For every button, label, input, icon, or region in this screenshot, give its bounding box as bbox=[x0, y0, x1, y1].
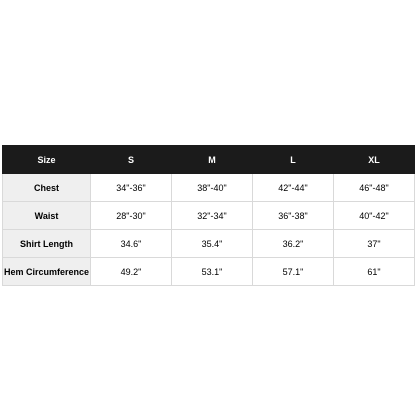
row-label-shirt-length: Shirt Length bbox=[3, 230, 91, 258]
header-size-m: M bbox=[172, 146, 253, 174]
chest-xl-cell: 46"-48" bbox=[334, 174, 415, 202]
header-size-l: L bbox=[253, 146, 334, 174]
shirt-length-s-cell: 34.6" bbox=[91, 230, 172, 258]
shirt-length-xl-cell: 37" bbox=[334, 230, 415, 258]
chest-m-cell: 38"-40" bbox=[172, 174, 253, 202]
shirt-length-m-cell: 35.4" bbox=[172, 230, 253, 258]
table-row-hem-circumference bbox=[3, 258, 415, 286]
size-chart-table bbox=[2, 145, 415, 286]
header-size-s: S bbox=[91, 146, 172, 174]
chest-s-cell: 34"-36" bbox=[91, 174, 172, 202]
hem-xl-cell: 61" bbox=[334, 258, 415, 286]
waist-m-cell: 32"-34" bbox=[172, 202, 253, 230]
row-label-hem-circumference: Hem Circumference bbox=[3, 258, 91, 286]
table-row-chest bbox=[3, 174, 415, 202]
chest-l-cell: 42"-44" bbox=[253, 174, 334, 202]
header-size-xl: XL bbox=[334, 146, 415, 174]
waist-l-cell: 36"-38" bbox=[253, 202, 334, 230]
table-row-shirt-length bbox=[3, 230, 415, 258]
hem-l-cell: 57.1" bbox=[253, 258, 334, 286]
waist-xl-cell: 40"-42" bbox=[334, 202, 415, 230]
row-label-waist: Waist bbox=[3, 202, 91, 230]
shirt-length-l-cell: 36.2" bbox=[253, 230, 334, 258]
hem-m-cell: 53.1" bbox=[172, 258, 253, 286]
row-label-chest: Chest bbox=[3, 174, 91, 202]
hem-s-cell: 49.2" bbox=[91, 258, 172, 286]
size-header-row bbox=[3, 146, 415, 174]
header-size-label: Size bbox=[3, 146, 91, 174]
waist-s-cell: 28"-30" bbox=[91, 202, 172, 230]
table-row-waist bbox=[3, 202, 415, 230]
